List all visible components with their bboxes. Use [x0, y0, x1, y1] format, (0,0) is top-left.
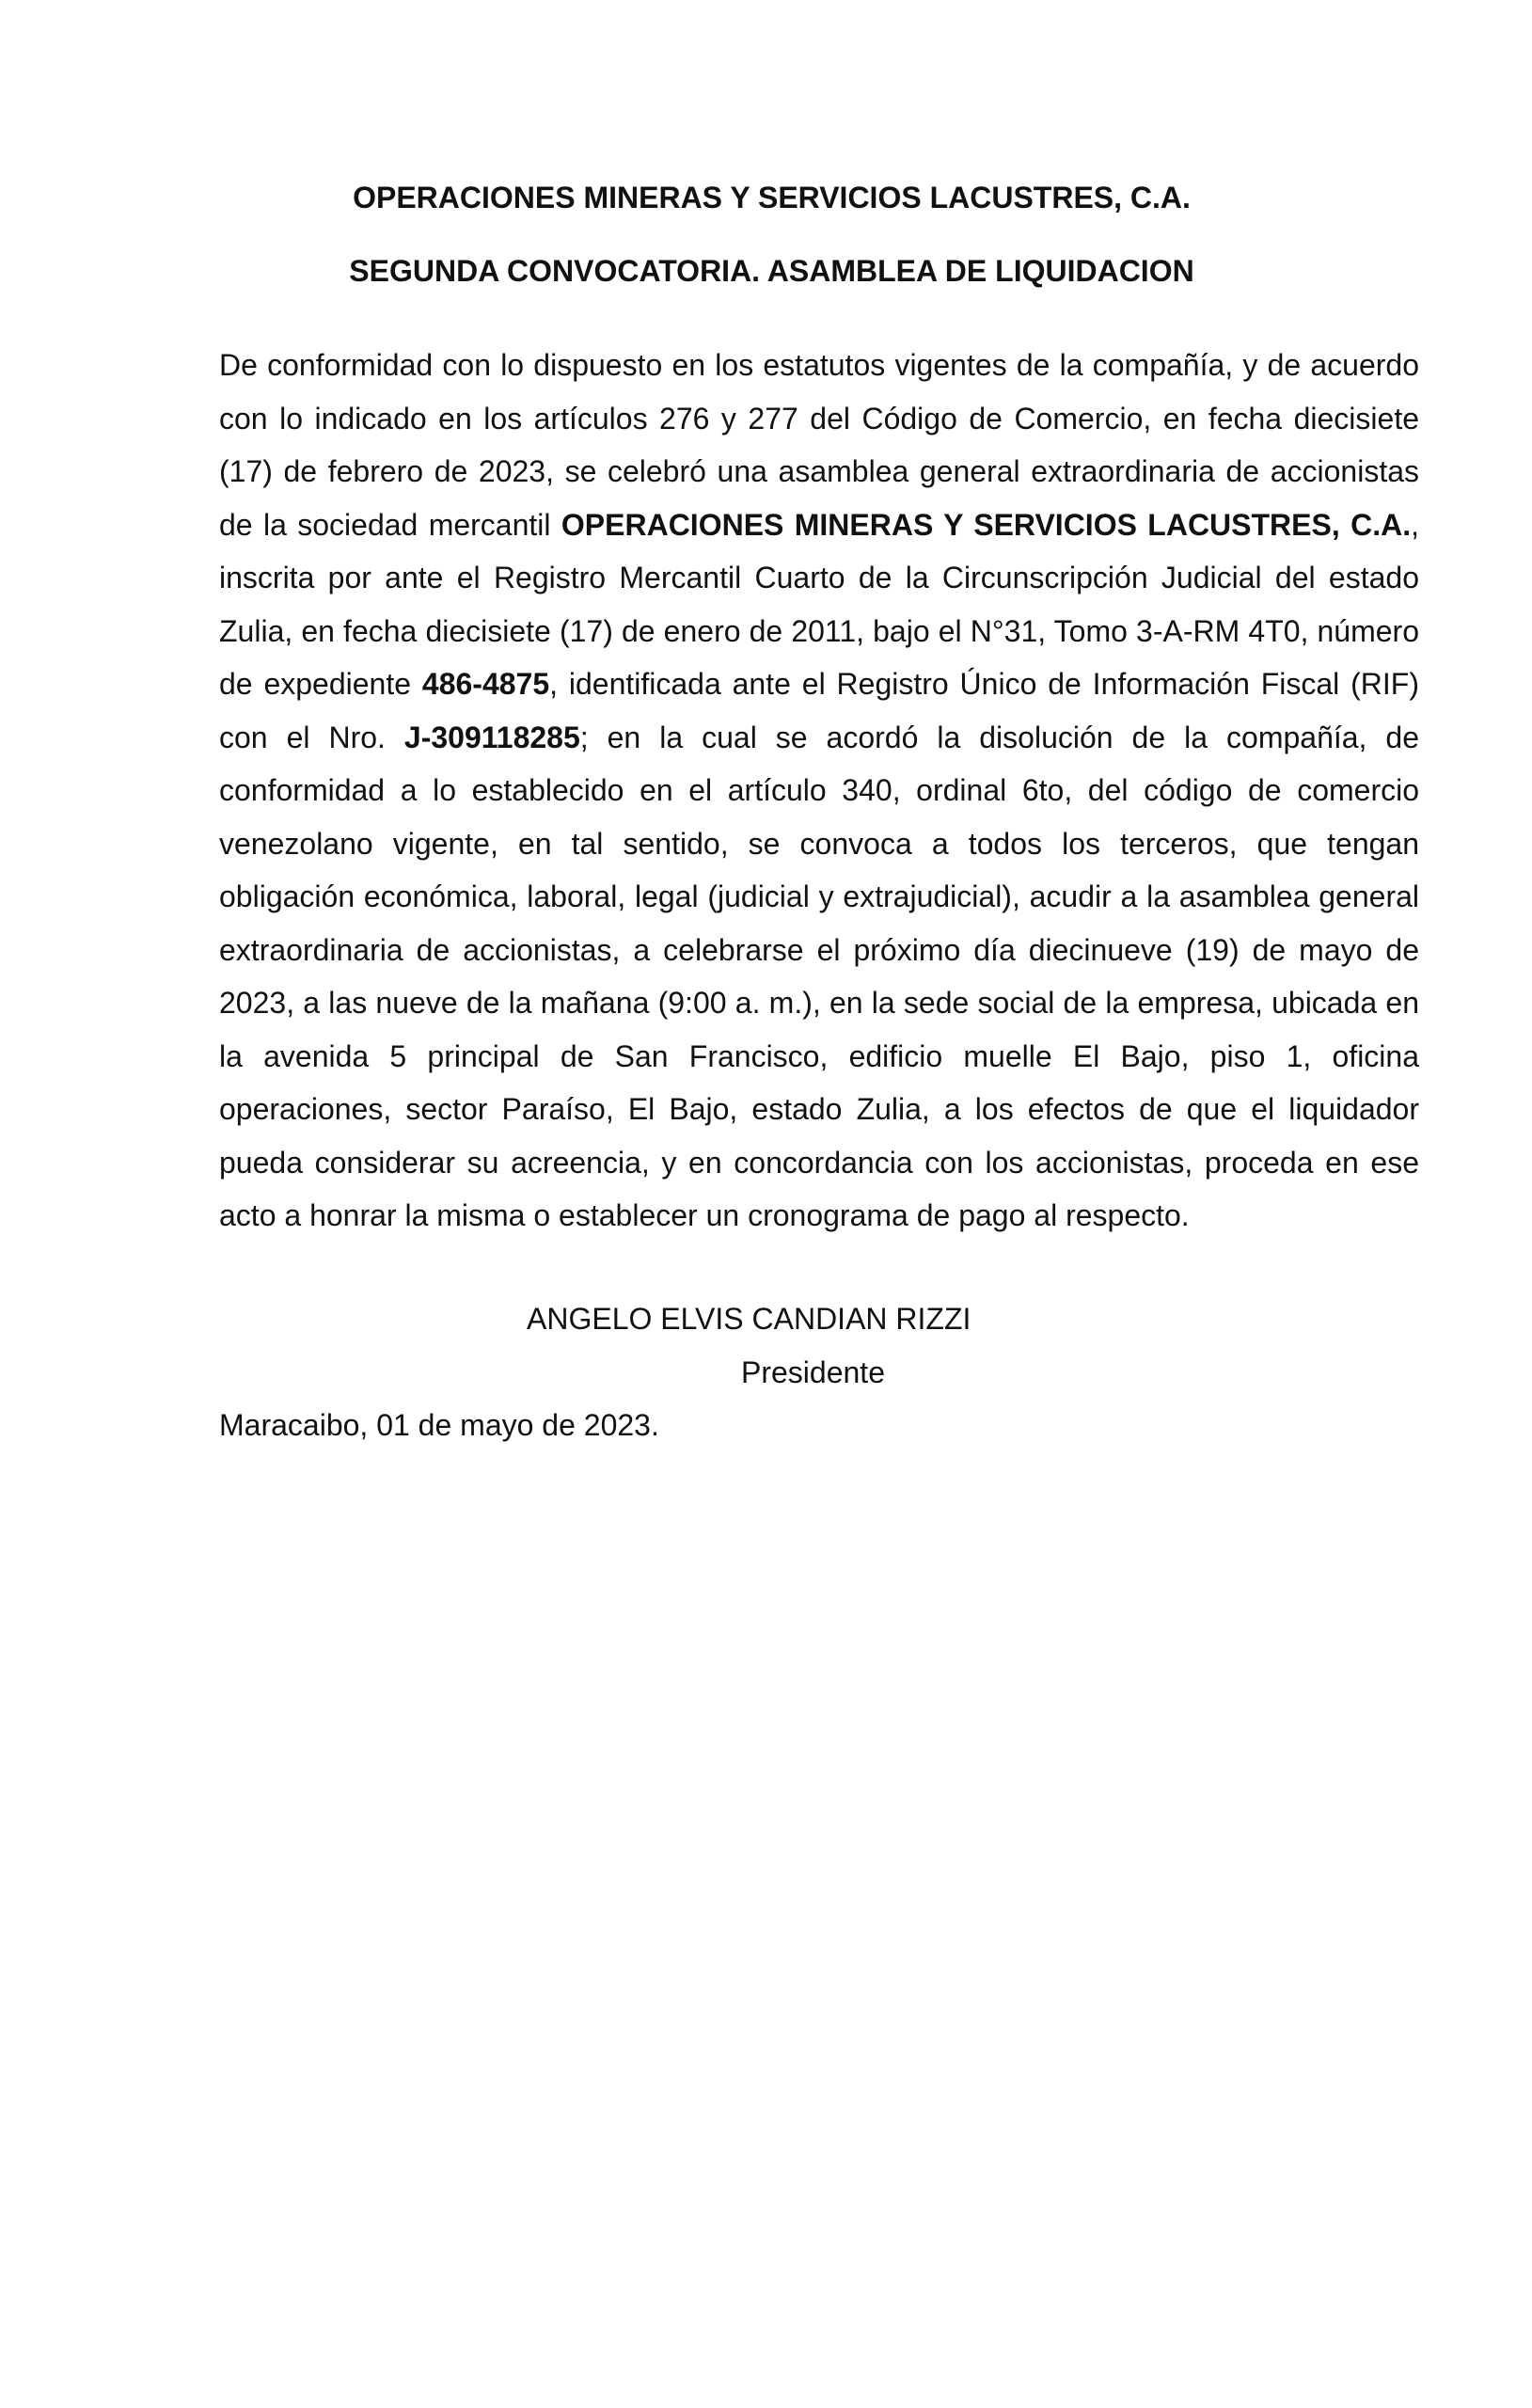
file-number: 486-4875 — [421, 667, 550, 701]
body-text-part-4: ; en la cual se acordó la disolución de la compañía, de conformidad a lo establecido en el artículo 340, ordinal 6to, del código de comercio venezolano vigente, en tal sentido, se convoca a todos los terceros, que tengan obligación económica, laboral, legal (judicial y extrajudicial), acudir a la asamblea general extraordinaria de accionistas, a celebrarse el próximo día diecinueve (19) de mayo de 2023, a las nueve de la mañana (9:00 a. m.), en la sede social de la empresa, ubicada en la avenida 5 principal de San Francisco, edificio muelle El Bajo, piso 1, oficina operaciones, sector Paraíso, El Bajo, estado Zulia, a los efectos de que el liquidador pueda considerar su acreencia, y en concordancia con los accionistas, proceda en ese acto a honrar la misma o establecer un cronograma de pago al respecto. — [219, 720, 1420, 1232]
signer-role: Presidente — [741, 1355, 885, 1389]
place-date: Maracaibo, 01 de mayo de 2023. — [219, 1408, 659, 1442]
body-text-part-2: , inscrita por ante el Registro Mercantil Cuarto de la Circunscripción Judicial del estado Zulia, en fecha diecisiete (17) de enero de 2011, bajo el N°31, Tomo 3-A-RM 4T0, número de expediente — [219, 507, 1420, 701]
body-paragraph — [219, 339, 1419, 1243]
signer-name: ANGELO ELVIS CANDIAN RIZZI — [527, 1302, 971, 1336]
body-text-part-1: De conformidad con lo dispuesto en los estatutos vigentes de la compañía, y de acuerdo con lo indicado en los artículos 276 y 277 del Código de Comercio, en fecha diecisiete (17) de febrero de 2023, se celebró una asamblea general extraordinaria de accionistas de la sociedad mercantil — [219, 348, 1419, 542]
rif-number: J-309118285 — [403, 720, 580, 754]
body-text-part-3: , identificada ante el Registro Único de Información Fiscal (RIF) con el Nro. — [219, 667, 1419, 754]
company-name: OPERACIONES MINERAS Y SERVICIOS LACUSTRES, C.A. — [561, 507, 1412, 542]
document-title: OPERACIONES MINERAS Y SERVICIOS LACUSTRES, C.A. — [353, 181, 1191, 214]
document-subtitle: SEGUNDA CONVOCATORIA. ASAMBLEA DE LIQUIDACION — [349, 254, 1194, 288]
